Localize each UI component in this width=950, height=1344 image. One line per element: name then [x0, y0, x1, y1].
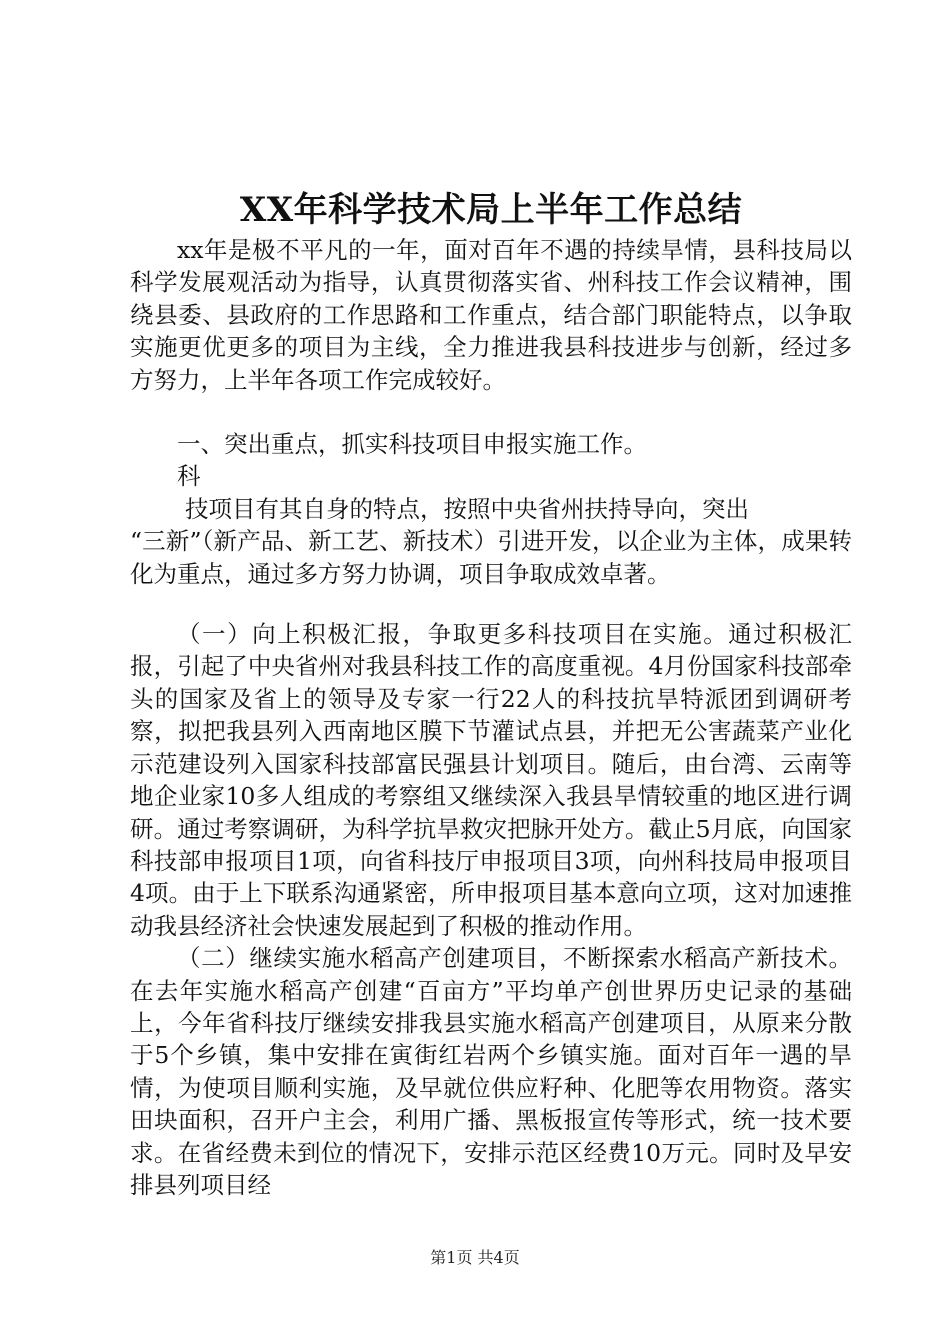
item1-paragraph: （一）向上积极汇报，争取更多科技项目在实施。通过积极汇报，引起了中央省州对我县科技工作的高度重视。4月份国家科技部牵头的国家及省上的领导及专家一行22人的科技抗旱特派团到调研考察，拟把我县列入西南地区膜下节灌试点县，并把无公害蔬菜产业化示范建设列入国家科技部富民强县计划项目。随后，由台湾、云南等地企业家10多人组成的考察组又继续深入我县旱情较重的地区进行调研。通过考察调研，为科学抗旱救灾把脉开处方。截止5月底，向国家科技部申报项目1项，向省科技厅申报项目3项，向州科技局申报项目4项。由于上下联系沟通紧密，所申报项目基本意向立项，这对加速推动我县经济社会快速发展起到了积极的推动作用。 [130, 620, 852, 940]
section1-body: “三新”（新产品、新工艺、新技术）引进开发，以企业为主体，成果转化为重点，通过多方努力协调，项目争取成效卓著。 [130, 527, 852, 588]
section1-body-line1: 技项目有其自身的特点，按照中央省州扶持导向，突出 [185, 494, 749, 523]
section1-heading: 一、突出重点，抓实科技项目申报实施工作。 [177, 430, 647, 459]
section1-first-char: 科 [177, 462, 201, 491]
item2-paragraph: （二）继续实施水稻高产创建项目，不断探索水稻高产新技术。在去年实施水稻高产创建“百亩方”平均单产创世界历史记录的基础上，今年省科技厅继续安排我县实施水稻高产创建项目，从原来分散于5个乡镇，集中安排在寅街红岩两个乡镇实施。面对百年一遇的旱情，为使项目顺利实施，及早就位供应籽种、化肥等农用物资。落实田块面积，召开户主会，利用广播、黑板报宣传等形式，统一技术要求。在省经费未到位的情况下，安排示范区经费10万元。同时及早安排县列项目经 [130, 944, 852, 1199]
paragraph-gap [130, 396, 852, 428]
intro-paragraph: xx年是极不平凡的一年，面对百年不遇的持续旱情，县科技局以科学发展观活动为指导，认真贯彻落实省、州科技工作会议精神，围绕县委、县政府的工作思路和工作重点，结合部门职能特点，以争取实施更优更多的项目为主线，全力推进我县科技进步与创新，经过多方努力，上半年各项工作完成较好。 [130, 236, 852, 394]
paragraph-gap [130, 590, 852, 618]
document-title: XX年科学技术局上半年工作总结 [239, 190, 743, 230]
page-footer: 第1页 共4页 [430, 1248, 520, 1267]
document-page [130, 188, 852, 1201]
